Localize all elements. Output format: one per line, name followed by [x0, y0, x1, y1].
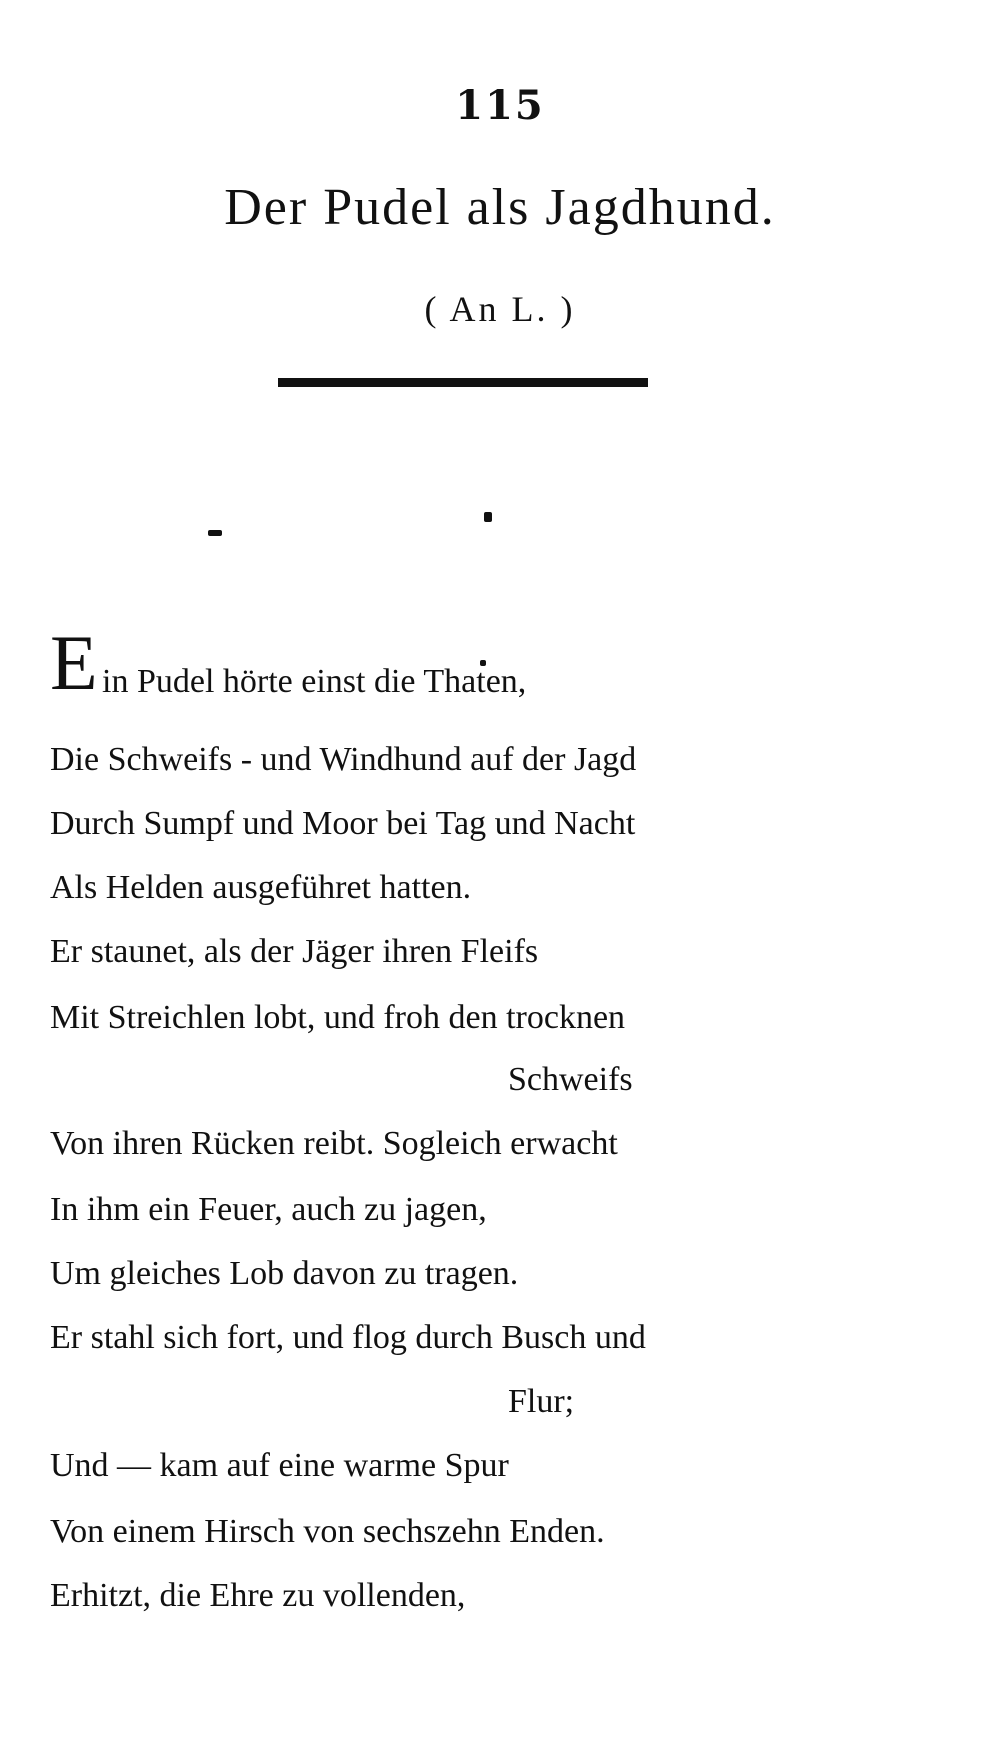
poem-line: Um gleiches Lob davon zu tragen.: [50, 1255, 519, 1292]
poem-line: Von einem Hirsch von sechszehn Enden.: [50, 1513, 605, 1550]
poem-line: In ihm ein Feuer, auch zu jagen,: [50, 1191, 487, 1228]
poem-line-continuation: Flur;: [508, 1383, 575, 1420]
poem-line: Erhitzt, die Ehre zu vollenden,: [50, 1577, 466, 1614]
poem-line-continuation: Schweifs: [508, 1061, 633, 1098]
poem-title: Der Pudel als Jagdhund.: [224, 179, 776, 236]
dedication: ( An L. ): [424, 289, 576, 329]
poem-line: Durch Sumpf und Moor bei Tag und Nacht: [50, 805, 636, 842]
title-rule: [278, 378, 648, 387]
poem-line: Die Schweifs - und Windhund auf der Jagd: [50, 741, 637, 778]
dropcap: E: [50, 619, 98, 706]
print-speck: [484, 512, 492, 522]
page-number: 115: [455, 82, 545, 129]
poem-line: Er staunet, als der Jäger ihren Fleifs: [50, 933, 539, 970]
print-speck: [208, 530, 222, 536]
poem-line: Mit Streichlen lobt, und froh den trocknen: [50, 999, 626, 1036]
poem-line: Und — kam auf eine warme Spur: [50, 1447, 509, 1484]
first-line-text: in Pudel hörte einst die Thaten,: [102, 663, 527, 700]
poem-line: Er stahl sich fort, und flog durch Busch und: [50, 1319, 646, 1356]
poem-line: Von ihren Rücken reibt. Sogleich erwacht: [50, 1125, 618, 1162]
poem-line: Als Helden ausgeführet hatten.: [50, 869, 472, 906]
